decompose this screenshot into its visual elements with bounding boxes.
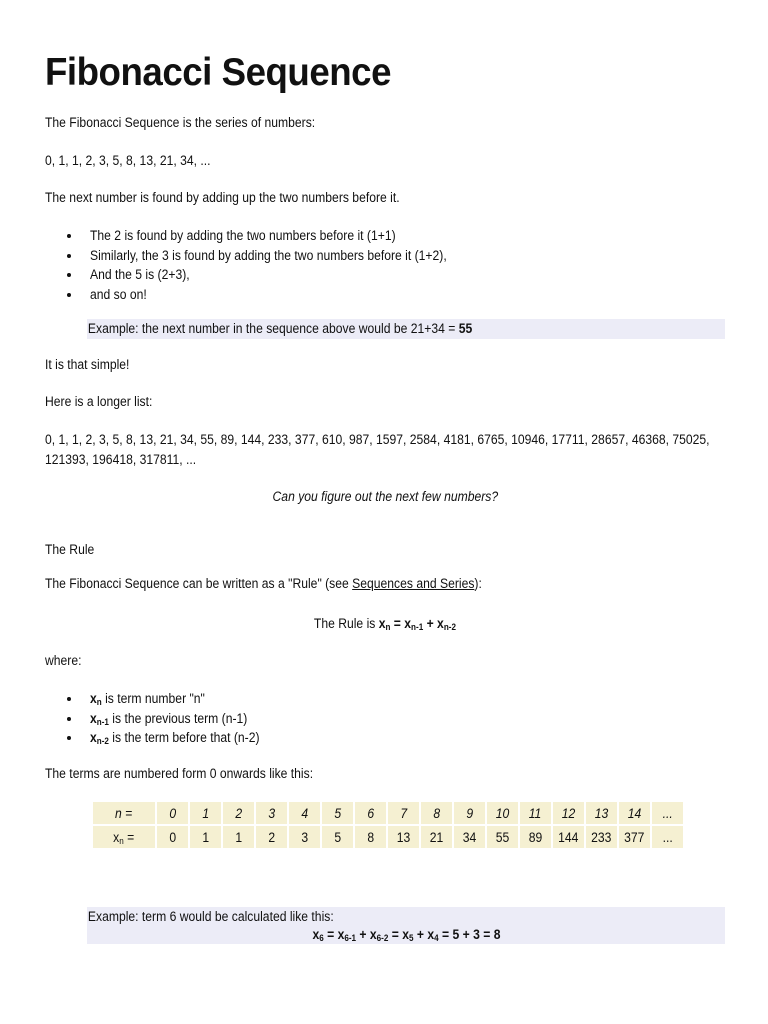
- x-cell: 89: [520, 826, 551, 848]
- n-cell: 13: [586, 802, 617, 824]
- where-text: where:: [45, 653, 82, 668]
- x-cell: 5: [322, 826, 353, 848]
- definitions-list: [45, 689, 278, 748]
- x-cell: 1: [223, 826, 254, 848]
- sequences-and-series-link[interactable]: Sequences and Series: [352, 576, 475, 591]
- x-label-cell: $x_n$ =: [93, 826, 155, 848]
- list-item: $x_{n-1}$ is the previous term (n-1): [45, 709, 278, 729]
- intro-text: The Fibonacci Sequence is the series of numbers:: [45, 115, 316, 130]
- example-answer: 55: [458, 321, 473, 336]
- x-cell: 144: [553, 826, 584, 848]
- table-row-x: [93, 826, 683, 848]
- longer-list-intro: Here is a longer list:: [45, 394, 153, 409]
- rule-formula: The Rule is $x_n = x_{n-1} + x_{n-2}$: [313, 616, 457, 632]
- x-cell: 1: [190, 826, 221, 848]
- n-label-cell: n =: [93, 802, 155, 824]
- x-cell: 13: [388, 826, 419, 848]
- list-item: and so on!: [45, 285, 486, 305]
- list-item: And the 5 is (2+3),: [45, 265, 486, 285]
- list-item: The 2 is found by adding the two numbers before it (1+1): [45, 226, 486, 246]
- example-text: Example: the next number in the sequence above would be 21+34 =: [87, 321, 459, 336]
- formula-xn: $x_n = x_{n-1} + x_{n-2}$: [378, 616, 457, 632]
- n-cell: 8: [421, 802, 452, 824]
- n-cell: 2: [223, 802, 254, 824]
- simple-text: It is that simple!: [45, 357, 130, 372]
- rule-heading: The Rule: [45, 542, 95, 557]
- long-sequence-line-1: 0, 1, 1, 2, 3, 5, 8, 13, 21, 34, 55, 89, 144, 233, 377, 610, 987, 1597, 2584, 4181, 6765, 10946, 17711, 28657, 46368, 75025,: [45, 432, 710, 447]
- term-6-formula: $x_6 = x_{6-1} + x_{6-2} = x_5 + x_4 = 5 + 3 = 8$: [311, 927, 501, 943]
- n-cell: 4: [289, 802, 320, 824]
- x-cell: 8: [355, 826, 386, 848]
- table-row-n: [93, 802, 683, 824]
- x-cell: 2: [256, 826, 287, 848]
- example-box-term-6: [87, 907, 725, 944]
- n-cell: 3: [256, 802, 287, 824]
- x-cell: 377: [619, 826, 650, 848]
- example-box-next-number: [87, 319, 725, 339]
- x-cell: 55: [487, 826, 518, 848]
- example-2-text: Example: term 6 would be calculated like this:: [87, 909, 334, 924]
- n-cell: 9: [454, 802, 485, 824]
- question-text: Can you figure out the next few numbers?: [272, 489, 498, 504]
- n-cell: 1: [190, 802, 221, 824]
- n-cell: 10: [487, 802, 518, 824]
- x-cell: 21: [421, 826, 452, 848]
- list-item: $x_{n-2}$ is the term before that (n-2): [45, 728, 278, 748]
- list-item: Similarly, the 3 is found by adding the two numbers before it (1+2),: [45, 246, 486, 266]
- x-cell: 3: [289, 826, 320, 848]
- x-cell: 233: [586, 826, 617, 848]
- short-sequence: 0, 1, 1, 2, 3, 5, 8, 13, 21, 34, ...: [45, 153, 211, 168]
- x-cell: ...: [652, 826, 683, 848]
- explanation-list: [45, 226, 486, 304]
- x-cell: 0: [157, 826, 188, 848]
- list-item: $x_n$ is term number "n": [45, 689, 278, 709]
- n-cell: 0: [157, 802, 188, 824]
- terms-intro: The terms are numbered form 0 onwards like this:: [45, 766, 314, 781]
- n-cell: 12: [553, 802, 584, 824]
- rule-sentence: The Fibonacci Sequence can be written as a "Rule" (see Sequences and Series):: [45, 576, 482, 591]
- terms-table: [91, 800, 685, 850]
- n-cell: 6: [355, 802, 386, 824]
- n-cell: 7: [388, 802, 419, 824]
- x-cell: 34: [454, 826, 485, 848]
- n-cell: 5: [322, 802, 353, 824]
- long-sequence-line-2: 121393, 196418, 317811, ...: [45, 452, 197, 467]
- page-title: Fibonacci Sequence: [45, 51, 392, 94]
- n-cell: 11: [520, 802, 551, 824]
- next-number-rule: The next number is found by adding up the two numbers before it.: [45, 190, 400, 205]
- n-cell: ...: [652, 802, 683, 824]
- n-cell: 14: [619, 802, 650, 824]
